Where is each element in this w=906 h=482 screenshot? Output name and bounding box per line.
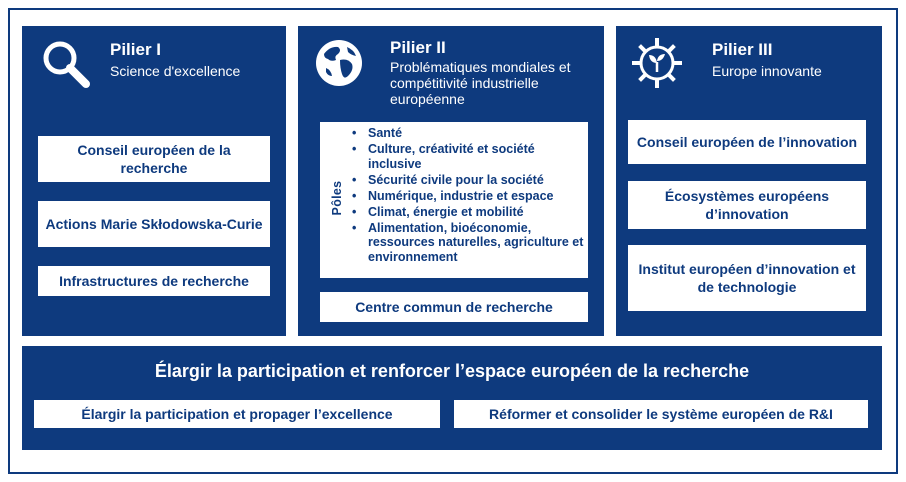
box-eit: Institut européen d’innovation et de technologie	[628, 245, 866, 311]
cluster-item: • Culture, créativité et société inclusive	[350, 142, 584, 171]
pillar-1-subtitle: Science d'excellence	[110, 63, 241, 79]
pillar-3	[616, 26, 882, 336]
pillar-3-title: Pilier III	[712, 40, 773, 59]
box-erc: Conseil européen de la recherche	[38, 136, 270, 182]
clusters-list	[350, 126, 584, 266]
box-infrastructures: Infrastructures de recherche	[38, 266, 270, 296]
pillar-2-subtitle: Problématiques mondiales et compétitivité industrielle européenne	[390, 59, 571, 107]
pillar-1-title: Pilier I	[110, 40, 162, 59]
box-eic: Conseil européen de l’innovation	[628, 120, 866, 164]
clusters-label: Pôles	[330, 180, 344, 216]
pillar-2	[298, 26, 604, 336]
gear-plant-icon	[630, 36, 684, 90]
widening-title: Élargir la participation et renforcer l’espace européen de la recherche	[154, 361, 750, 381]
box-reforming: Réformer et consolider le système européen de R&I	[454, 400, 868, 428]
pillar-3-subtitle: Europe innovante	[712, 63, 822, 79]
cluster-item: • Numérique, industrie et espace	[350, 189, 584, 204]
box-widening: Élargir la participation et propager l’excellence	[34, 400, 440, 428]
cluster-item: • Santé	[350, 126, 584, 141]
cluster-item: • Climat, énergie et mobilité	[350, 205, 584, 220]
box-ecosystems: Écosystèmes européens d’innovation	[628, 181, 866, 229]
clusters-box	[320, 122, 588, 278]
pillar-1	[22, 26, 286, 336]
pillar-2-title: Pilier II	[390, 38, 446, 57]
widening-band	[22, 346, 882, 450]
magnifier-icon	[38, 36, 92, 90]
box-msca: Actions Marie Skłodowska-Curie	[38, 201, 270, 247]
globe-icon	[314, 38, 364, 88]
cluster-item: • Sécurité civile pour la société	[350, 173, 584, 188]
cluster-item: • Alimentation, bioéconomie, ressources naturelles, agriculture et environnement	[350, 221, 584, 265]
box-jrc: Centre commun de recherche	[320, 292, 588, 322]
